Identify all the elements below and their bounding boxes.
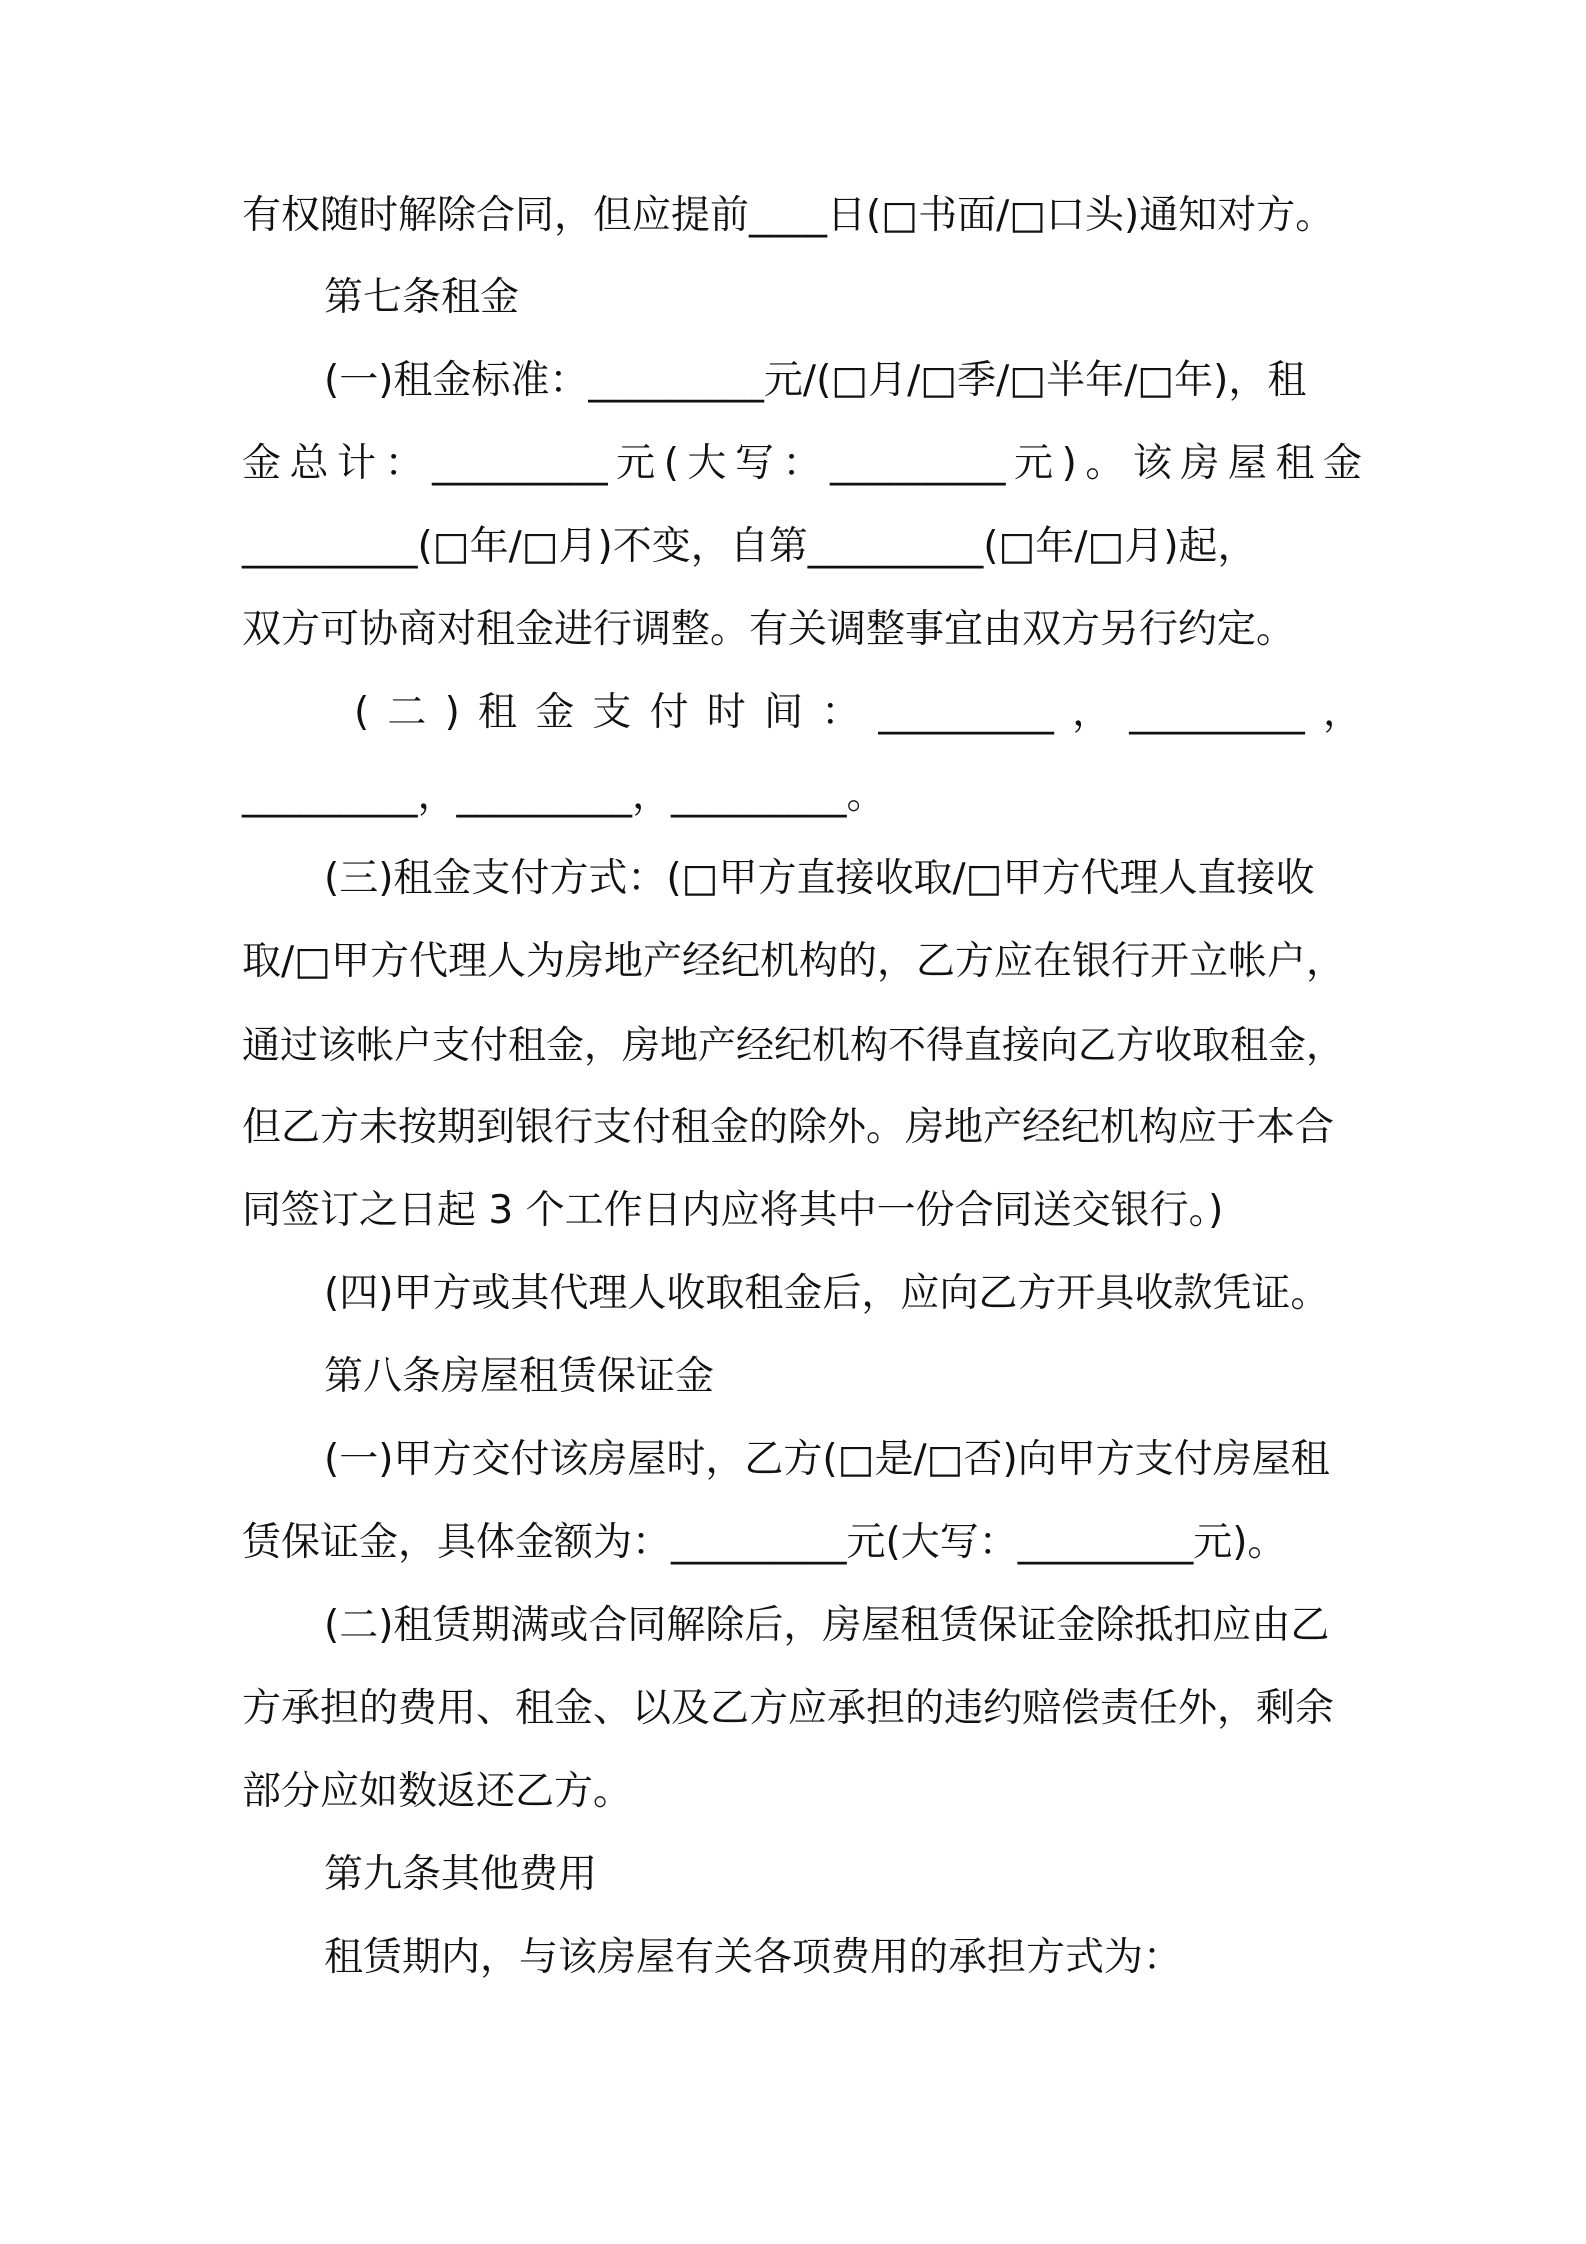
text-line: (一)租金标准：_________元/(□月/□季/□半年/□年)，租 xyxy=(324,358,1307,403)
text-line: 取/□甲方代理人为房地产经纪机构的，乙方应在银行开立帐户， xyxy=(242,939,1345,984)
text-line: 通过该帐户支付租金，房地产经纪机构不得直接向乙方收取租金， xyxy=(242,1023,1345,1067)
section-heading-article-9: 第九条其他费用 xyxy=(324,1852,598,1897)
text-line: 方承担的费用、租金、以及乙方应承担的违约赔偿责任外，剩余 xyxy=(242,1686,1335,1731)
text-line: 双方可协商对租金进行调整。有关调整事宜由双方另行约定。 xyxy=(242,607,1296,652)
section-heading-article-8: 第八条房屋租赁保证金 xyxy=(324,1354,715,1399)
text-line: 有权随时解除合同，但应提前____日(□书面/□口头)通知对方。 xyxy=(242,193,1335,238)
text-line: (二)租赁期满或合同解除后，房屋租赁保证金除抵扣应由乙 xyxy=(324,1603,1330,1648)
text-line: (三)租金支付方式：(□甲方直接收取/□甲方代理人直接收 xyxy=(324,856,1315,901)
section-heading-article-7: 第七条租金 xyxy=(324,275,520,320)
text-line: _________，_________，_________。 xyxy=(242,773,886,818)
text-line: (一)甲方交付该房屋时，乙方(□是/□否)向甲方支付房屋租 xyxy=(324,1437,1330,1482)
text-line: 租赁期内，与该房屋有关各项费用的承担方式为： xyxy=(324,1935,1183,1980)
text-line: 但乙方未按期到银行支付租金的除外。房地产经纪机构应于本合 xyxy=(242,1105,1335,1150)
text-line: 同签订之日起 3 个工作日内应将其中一份合同送交银行。) xyxy=(242,1188,1224,1233)
text-line: 赁保证金，具体金额为：_________元(大写：_________元)。 xyxy=(242,1520,1287,1565)
text-line: (二)租金支付时间：_________，_________， xyxy=(354,690,1362,735)
text-line: 部分应如数返还乙方。 xyxy=(242,1769,633,1814)
text-line: _________(□年/□月)不变，自第_________(□年/□月)起， xyxy=(242,524,1257,569)
text-line: (四)甲方或其代理人收取租金后，应向乙方开具收款凭证。 xyxy=(324,1271,1330,1316)
text-line: 金总计：_________元(大写：_________元)。该房屋租金 xyxy=(242,441,1362,486)
